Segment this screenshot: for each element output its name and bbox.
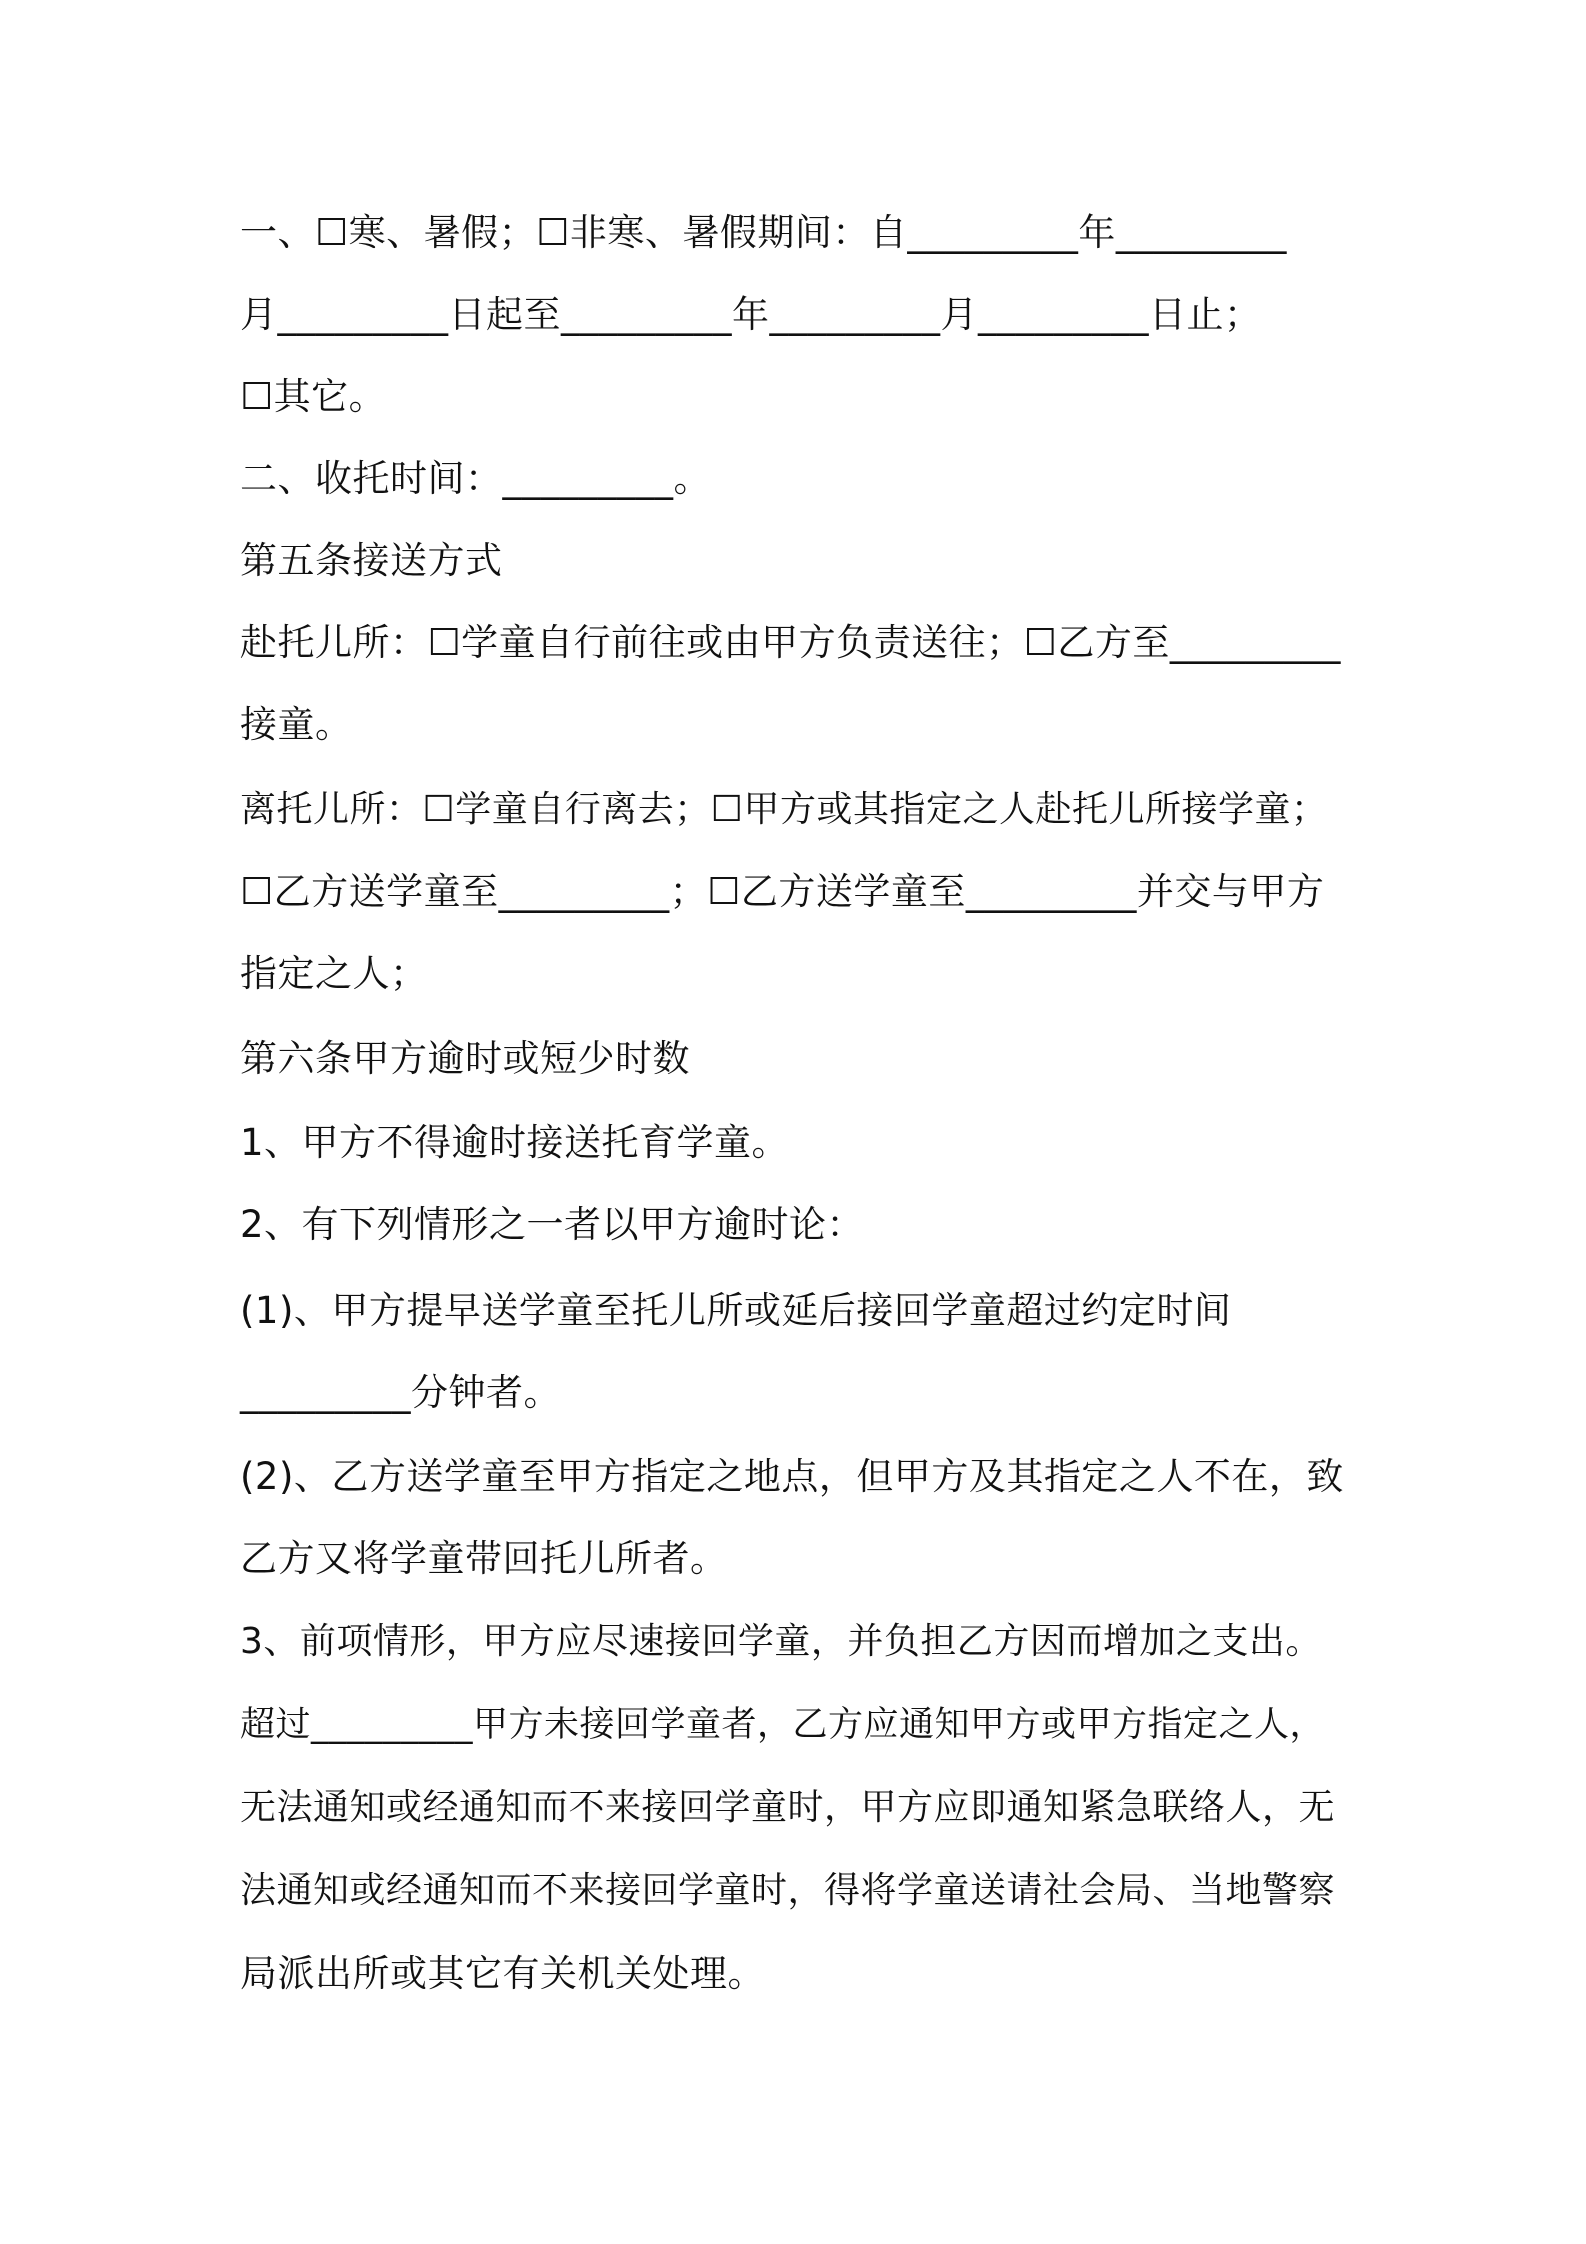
text-line: 法通知或经通知而不来接回学童时，得将学童送请社会局、当地警察	[240, 1870, 1336, 1911]
text-line: 2、有下列情形之一者以甲方逾时论：	[240, 1203, 865, 1246]
text-line: 乙方又将学童带回托儿所者。	[240, 1537, 728, 1580]
section-heading: 第六条甲方逾时或短少时数	[240, 1037, 690, 1080]
text-line: 无法通知或经通知而不来接回学童时，甲方应即通知紧急联络人，无	[240, 1787, 1336, 1828]
text-line: 二、收托时间：_________。	[240, 457, 711, 500]
text-line: 3、前项情形，甲方应尽速接回学童，并负担乙方因而增加之支出。	[240, 1621, 1322, 1662]
text-line: ☐乙方送学童至_________；☐乙方送学童至_________并交与甲方	[240, 870, 1325, 913]
text-line: 1、甲方不得逾时接送托育学童。	[240, 1121, 790, 1164]
text-line: 超过_________甲方未接回学童者，乙方应通知甲方或甲方指定之人，	[240, 1705, 1326, 1745]
text-line: 赴托儿所：☐学童自行前往或由甲方负责送往；☐乙方至_________	[240, 621, 1341, 664]
text-line: 接童。	[240, 703, 353, 746]
text-line: (2)、乙方送学童至甲方指定之地点，但甲方及其指定之人不在，致	[240, 1455, 1344, 1498]
text-line: ☐其它。	[240, 375, 387, 418]
text-line: 指定之人；	[240, 952, 428, 995]
text-line: 局派出所或其它有关机关处理。	[240, 1952, 765, 1995]
text-line: 离托儿所：☐学童自行离去；☐甲方或其指定之人赴托儿所接学童；	[240, 789, 1328, 830]
section-heading: 第五条接送方式	[240, 539, 503, 582]
text-line: 一、☐寒、暑假；☐非寒、暑假期间：自_________年_________	[240, 211, 1287, 254]
text-line: 月_________日起至_________年_________月_________日止；	[240, 293, 1262, 336]
text-line: _________分钟者。	[240, 1371, 561, 1414]
text-line: (1)、甲方提早送学童至托儿所或延后接回学童超过约定时间	[240, 1289, 1232, 1332]
